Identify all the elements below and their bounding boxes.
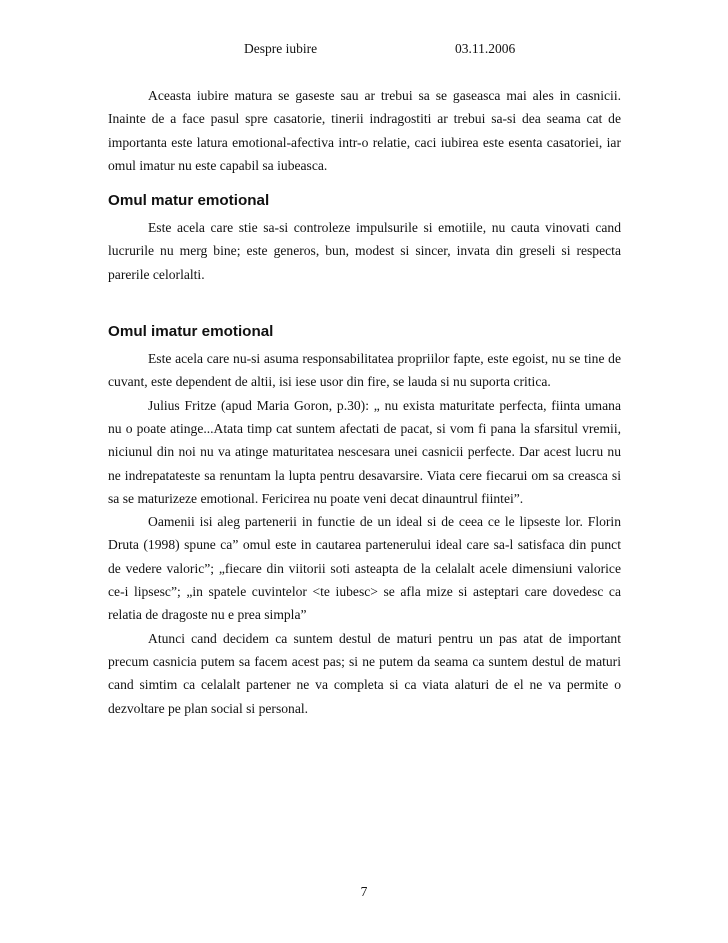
section-heading-matur: Omul matur emotional bbox=[108, 192, 270, 210]
header-title: Despre iubire bbox=[244, 41, 318, 56]
section-imatur-paragraph-1: Este acela care nu-si asuma responsabilitatea propriilor fapte, este egoist, nu se tine de cuvant, este dependent de altii, isi iese usor din fire, se lauda si nu suporta critica. bbox=[108, 351, 621, 390]
document-body bbox=[108, 84, 621, 720]
section-matur-paragraph: Este acela care stie sa-si controleze impulsurile si emotiile, nu cauta vinovati cand lucrurile nu merg bine; este generos, bun, modest si sincer, invata din greseli si respecta parerile celorlalti. bbox=[108, 220, 621, 282]
page-number: 7 bbox=[360, 884, 368, 899]
section-imatur-paragraph-4: Atunci cand decidem ca suntem destul de maturi pentru un pas atat de important precum casnicia putem sa facem acest pas; si ne putem da seama ca suntem destul de maturi cand simtim ca celalalt partener ne va completa si ca viata alaturi de el ne va permite o dezvoltare pe plan social si personal. bbox=[108, 630, 621, 716]
section-imatur-paragraph-3: Oamenii isi aleg partenerii in functie de un ideal si de ceea ce le lipseste lor. Florin Druta (1998) spune ca” omul este in cautarea partenerului ideal care sa-l satisfaca din punct de vedere valoric”; „fiecare din viitorii soti asteapta de la celalalt acele dimensiuni valorice ce-i lipsesc”; „in spatele cuvintelor <te iubesc> se afla mize si asteptari care dovedesc ca relatia de dragoste nu e prea simpla” bbox=[108, 514, 621, 623]
header-date: 03.11.2006 bbox=[455, 41, 516, 56]
page-header bbox=[0, 41, 728, 61]
section-imatur-paragraph-2: Julius Fritze (apud Maria Goron, p.30): „ nu exista maturitate perfecta, fiinta umana nu o poate atinge...Atata timp cat suntem afectati de pacat, si vom fi pana la sfarsitul vremii, niciunul din noi nu va atinge maturitatea nescesara unei casnicii perfecte. Dar acest lucru nu ne indrepatateste sa renuntam la lupta pentru desavarsire. Viata cere fiecarui om sa creasca si sa se maturizeze emotional. Fericirea nu poate veni decat dinauntrul fiintei”. bbox=[108, 397, 621, 506]
section-heading-imatur: Omul imatur emotional bbox=[108, 323, 274, 341]
intro-paragraph: Aceasta iubire matura se gaseste sau ar trebui sa se gaseasca mai ales in casnicii. Inainte de a face pasul spre casatorie, tinerii indragostiti ar trebui sa-si dea seama cat de importanta este latura emotional-afectiva intr-o relatie, caci iubirea este esenta casatoriei, iar omul imatur nu este capabil sa iubeasca. bbox=[108, 88, 621, 173]
page-footer bbox=[0, 884, 728, 900]
